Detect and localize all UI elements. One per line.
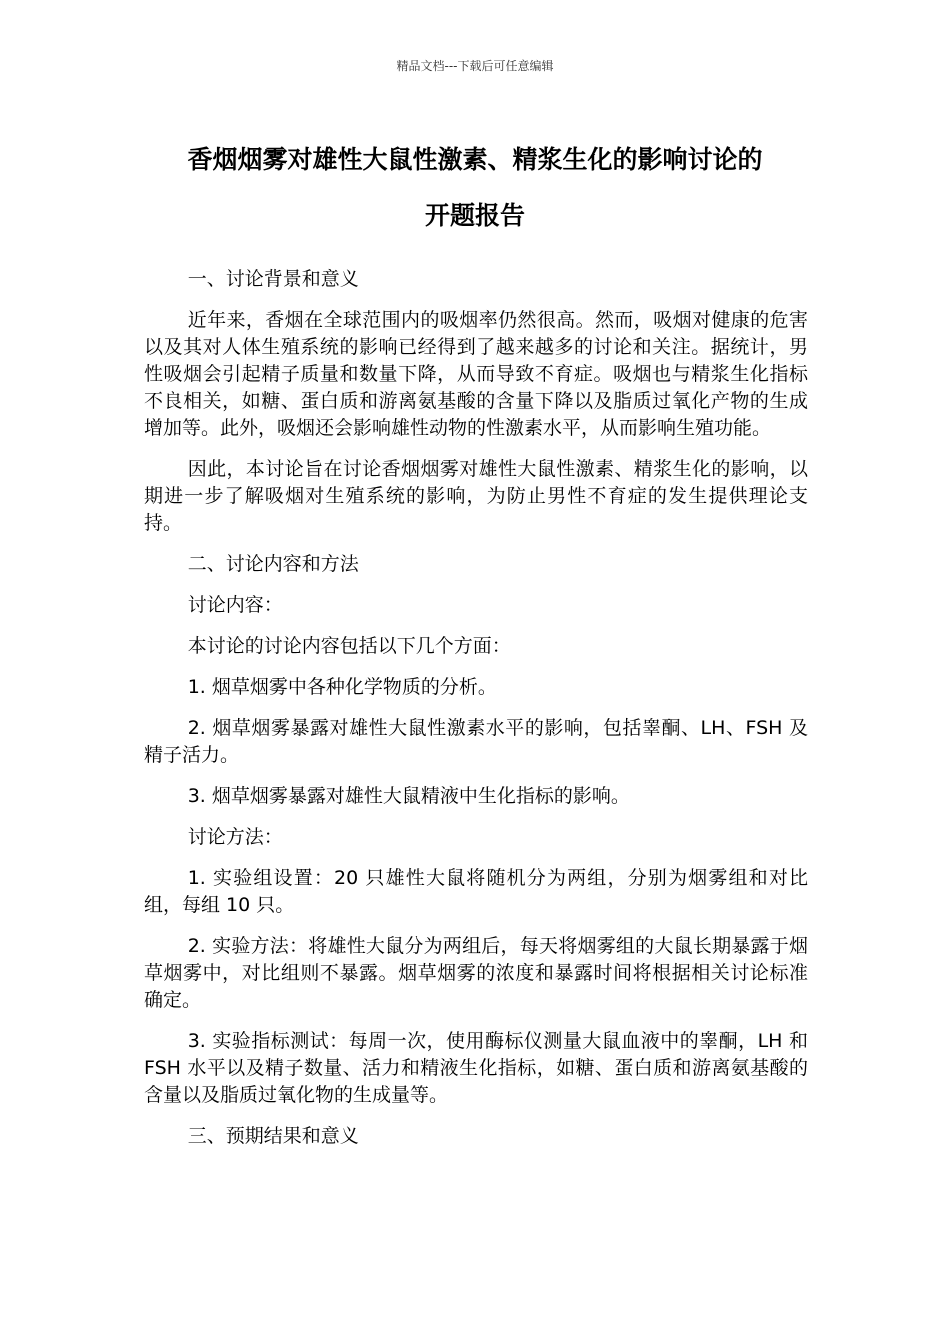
paragraph-background: 近年来，香烟在全球范围内的吸烟率仍然很高。然而，吸烟对健康的危害以及其对人体生殖系统的影响已经得到了越来越多的讨论和关注。据统计，男性吸烟会引起精子质量和数量下降，从而导致不育症。吸烟也与精浆生化指标不良相关，如糖、蛋白质和游离氨基酸的含量下降以及脂质过氧化产物的生成增加等。此外，吸烟还会影响雄性动物的性激素水平，从而影响生殖功能。 bbox=[144, 309, 808, 439]
page-header-note: 精品文档---下载后可任意编辑 bbox=[396, 59, 554, 73]
list-item-content-2: 2. 烟草烟雾暴露对雄性大鼠性激素水平的影响，包括睾酮、LH、FSH 及精子活力。 bbox=[144, 717, 808, 766]
document-title-line-2: 开题报告 bbox=[424, 201, 525, 230]
section-heading-content-methods: 二、讨论内容和方法 bbox=[187, 553, 359, 575]
paragraph-content-intro: 本讨论的讨论内容包括以下几个方面： bbox=[187, 635, 511, 657]
document-body bbox=[144, 266, 808, 1164]
list-item-content-1: 1. 烟草烟雾中各种化学物质的分析。 bbox=[187, 676, 497, 698]
paragraph-purpose: 因此，本讨论旨在讨论香烟烟雾对雄性大鼠性激素、精浆生化的影响，以期进一步了解吸烟对生殖系统的影响，为防止男性不育症的发生提供理论支持。 bbox=[144, 458, 808, 534]
subheading-content: 讨论内容： bbox=[187, 594, 283, 616]
document-title-line-1: 香烟烟雾对雄性大鼠性激素、精浆生化的影响讨论的 bbox=[187, 145, 763, 174]
list-item-content-3: 3. 烟草烟雾暴露对雄性大鼠精液中生化指标的影响。 bbox=[187, 785, 630, 807]
list-item-method-3: 3. 实验指标测试：每周一次，使用酶标仪测量大鼠血液中的睾酮，LH 和 FSH 水平以及精子数量、活力和精液生化指标，如糖、蛋白质和游离氨基酸的含量以及脂质过氧化物的生成量等。 bbox=[144, 1030, 808, 1106]
list-item-method-1: 1. 实验组设置：20 只雄性大鼠将随机分为两组，分别为烟雾组和对比组，每组 10 只。 bbox=[144, 867, 808, 916]
section-heading-expected-results: 三、预期结果和意义 bbox=[187, 1125, 359, 1147]
document-title bbox=[130, 132, 820, 244]
list-item-method-2: 2. 实验方法：将雄性大鼠分为两组后，每天将烟雾组的大鼠长期暴露于烟草烟雾中，对比组则不暴露。烟草烟雾的浓度和暴露时间将根据相关讨论标准确定。 bbox=[144, 935, 808, 1011]
section-heading-background: 一、讨论背景和意义 bbox=[187, 268, 359, 290]
subheading-methods: 讨论方法： bbox=[187, 826, 283, 848]
